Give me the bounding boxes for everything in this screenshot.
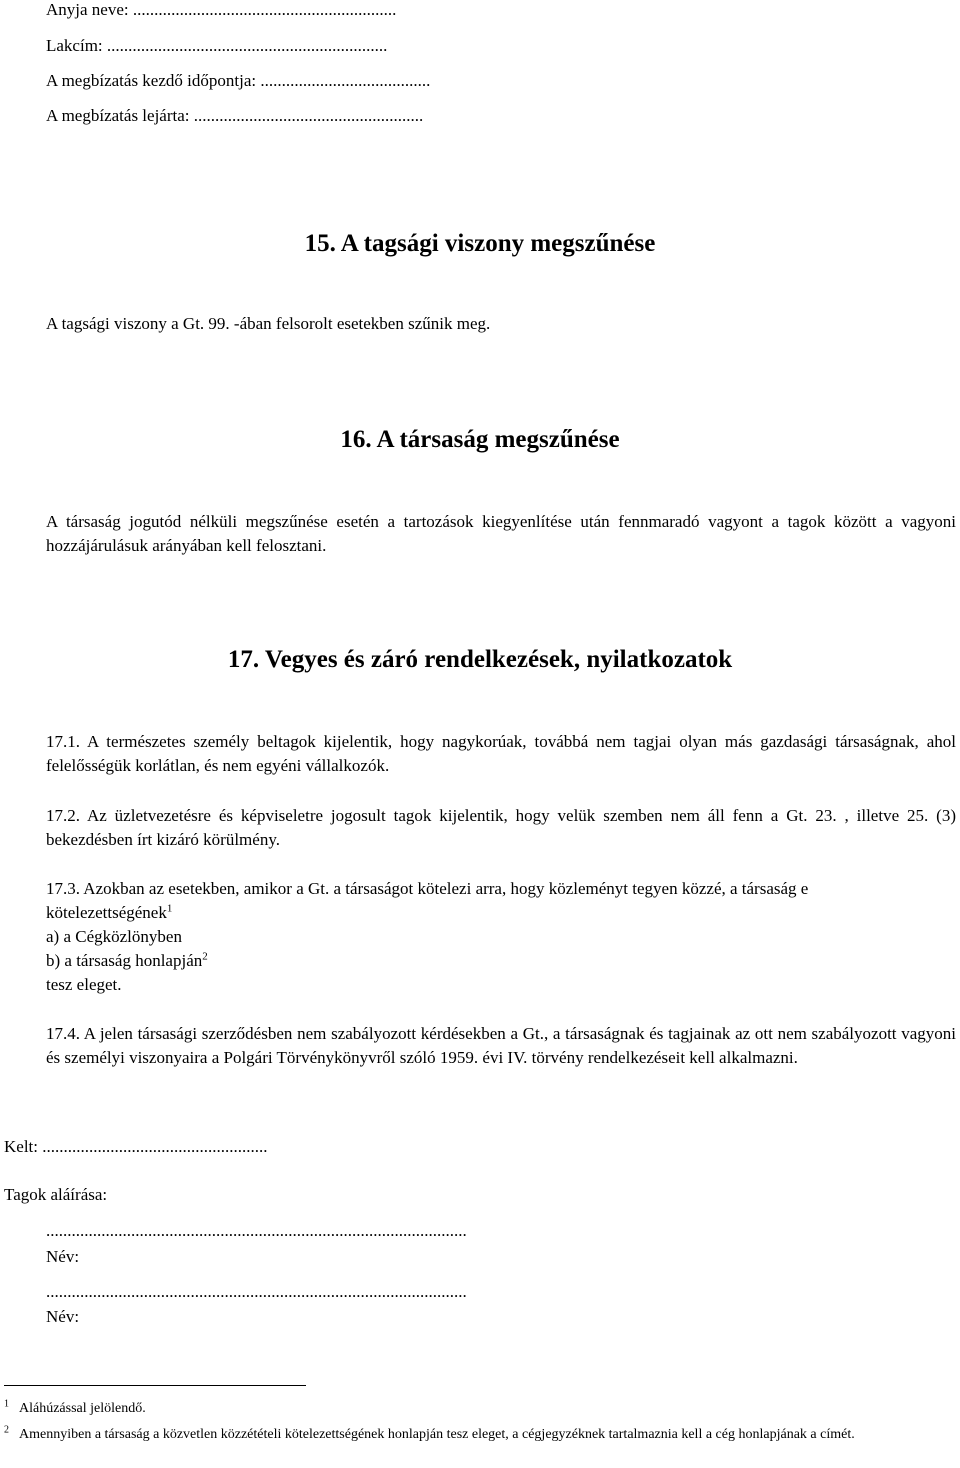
member-signatures-label: Tagok aláírása: — [4, 1185, 108, 1204]
section-15-heading: 15. A tagsági viszony megszűnése — [304, 230, 656, 257]
paragraph-17-2: 17.2. Az üzletvezetésre és képviseletre jogosult tagok kijelentik, hogy velük szemben nem áll fenn a Gt. 23. , illetve 25. (3) bekezdésben írt kizáró körülmény. — [46, 806, 956, 849]
footnote-1: $^1$ Aláhúzással jelölendő. — [4, 1398, 146, 1416]
footnote-ref-1: 1 — [166, 902, 173, 915]
paragraph-17-3-line-1: 17.3. Azokban az esetekben, amikor a Gt. a társaságot kötelezi arra, hogy közleményt tegyen közzé, a társaság e — [46, 879, 809, 898]
section-16-heading: 16. A társaság megszűnése — [340, 426, 620, 453]
section-17-heading: 17. Vegyes és záró rendelkezések, nyilatkozatok — [227, 646, 733, 673]
option-a: a) a Cégközlönyben — [46, 927, 182, 946]
section-15-text: A tagsági viszony a Gt. 99. -ában felsorolt esetekben szűnik meg. — [46, 314, 491, 333]
signature-dots-2: ................................................................................................... — [46, 1282, 467, 1301]
signature-name-2: Név: — [46, 1307, 80, 1326]
mothers-name-line: Anyja neve: .............................................................. — [46, 0, 397, 19]
footnote-2: $^2$ Amennyiben a társaság a közvetlen közzétételi kötelezettségének honlapján tesz eleget, a cégjegyzéknek tartalmaznia kell a cég honlapjának a címét. — [4, 1424, 855, 1442]
signature-dots-1: ................................................................................................... — [46, 1221, 467, 1240]
paragraph-17-3 — [46, 877, 956, 997]
mandate-start-line: A megbízatás kezdő időpontja: ........................................ — [46, 71, 431, 90]
paragraph-17-3-line-2: kötelezettségének$^1$ — [46, 902, 173, 922]
footnote-ref-2: 2 — [202, 950, 208, 963]
footnote-separator — [4, 1385, 306, 1386]
paragraph-17-3-line-5: tesz eleget. — [46, 975, 122, 994]
paragraph-17-4: 17.4. A jelen társasági szerződésben nem szabályozott kérdésekben a Gt., a társaságnak és tagjainak az ott nem szabályozott vagyoni és személyi viszonyaira a Polgári Törvénykönyvről szóló 1959. évi IV. törvény rendelkezéseit kell alkalmazni. — [46, 1024, 956, 1067]
date-line: Kelt: ..................................................... — [4, 1137, 268, 1156]
mandate-end-line: A megbízatás lejárta: ...................................................... — [46, 106, 424, 125]
address-line: Lakcím: .................................................................. — [46, 36, 388, 55]
section-16-text: A társaság jogutód nélküli megszűnése esetén a tartozások kiegyenlítése után fennmaradó vagyont a tagok között a vagyoni hozzájárulásuk arányában kell felosztani. — [46, 512, 956, 555]
signature-name-1: Név: — [46, 1247, 80, 1266]
paragraph-17-1: 17.1. A természetes személy beltagok kijelentik, hogy nagykorúak, továbbá nem tagjai olyan más gazdasági társaságnak, ahol felelősségük korlátlan, és nem egyéni vállalkozók. — [46, 732, 956, 775]
option-b: b) a társaság honlapján$^2$ — [46, 950, 208, 970]
